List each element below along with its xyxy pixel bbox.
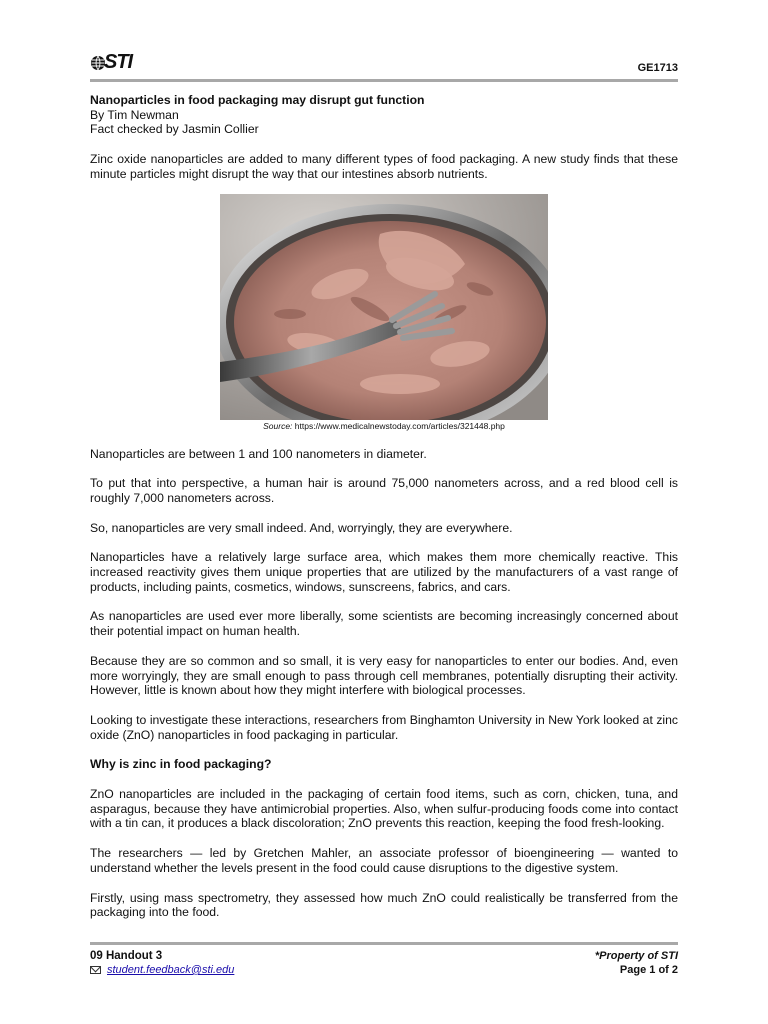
- figure-caption: [90, 421, 678, 432]
- envelope-icon: [90, 966, 101, 974]
- article-intro: Zinc oxide nanoparticles are added to many different types of food packaging. A new study finds that these minute particles might disrupt the way that our intestines absorb nutrients.: [90, 152, 678, 181]
- footer-left: [90, 950, 234, 976]
- paragraph: So, nanoparticles are very small indeed. And, worryingly, they are everywhere.: [90, 520, 513, 535]
- paragraph: The researchers — led by Gretchen Mahler, an associate professor of bioengineering — wanted to understand whether the levels present in the food could cause disruptions to the digestive system.: [90, 846, 678, 875]
- document-code: GE1713: [637, 62, 678, 74]
- tuna-can-photo: [220, 194, 548, 420]
- article-fact-check: Fact checked by Jasmin Collier: [90, 122, 259, 137]
- tuna-can-image: [220, 194, 548, 420]
- section-subheading: Why is zinc in food packaging?: [90, 757, 272, 772]
- paragraph: To put that into perspective, a human hair is around 75,000 nanometers across, and a red blood cell is roughly 7,000 nanometers across.: [90, 476, 678, 505]
- paragraph: Looking to investigate these interactions, researchers from Binghamton University in New York looked at zinc oxide (ZnO) nanoparticles in food packaging in particular.: [90, 712, 678, 742]
- sti-logo: [90, 50, 140, 76]
- paragraph: Nanoparticles are between 1 and 100 nanometers in diameter.: [90, 446, 427, 461]
- paragraph: ZnO nanoparticles are included in the packaging of certain food items, such as corn, chicken, tuna, and asparagus, because they have antimicrobial properties. Also, when sulfur-producing foods come into contact with a tin can, it produces a black discoloration; ZnO prevents this reaction, keeping the food fresh-looking.: [90, 787, 678, 831]
- article-body: [90, 93, 678, 935]
- footer-email: [90, 964, 234, 976]
- property-note: *Property of STI: [594, 950, 678, 962]
- article-byline: By Tim Newman: [90, 107, 179, 122]
- page-number: Page 1 of 2: [619, 964, 678, 976]
- footer-divider: [90, 942, 678, 945]
- handout-label: 09 Handout 3: [90, 950, 163, 962]
- paragraph: Firstly, using mass spectrometry, they assessed how much ZnO could realistically be transferred from the packaging into the food.: [90, 890, 678, 920]
- logo-text: STI: [104, 51, 133, 73]
- header-divider: [90, 79, 678, 82]
- article-title: Nanoparticles in food packaging may disrupt gut function: [90, 93, 425, 107]
- footer-right: [595, 950, 678, 976]
- email-link[interactable]: student.feedback@sti.edu: [107, 964, 235, 976]
- paragraph: Nanoparticles have a relatively large surface area, which makes them more chemically reactive. This increased reactivity gives them unique properties that are utilized by the manufacturers of a vast range of products, including paints, cosmetics, windows, sunscreens, fabrics, and cars.: [90, 550, 678, 594]
- caption-label: Source:: [263, 420, 293, 431]
- paragraph: As nanoparticles are used ever more liberally, some scientists are becoming increasingly concerned about their potential impact on human health.: [90, 609, 678, 639]
- paragraph: Because they are so common and so small, it is very easy for nanoparticles to enter our bodies. And, even more worryingly, they are small enough to pass through cell membranes, potentially disrupting their activity. However, little is known about how they might interfere with biological processes.: [90, 653, 678, 698]
- caption-source-url: https://www.medicalnewstoday.com/articles/321448.php: [292, 420, 505, 431]
